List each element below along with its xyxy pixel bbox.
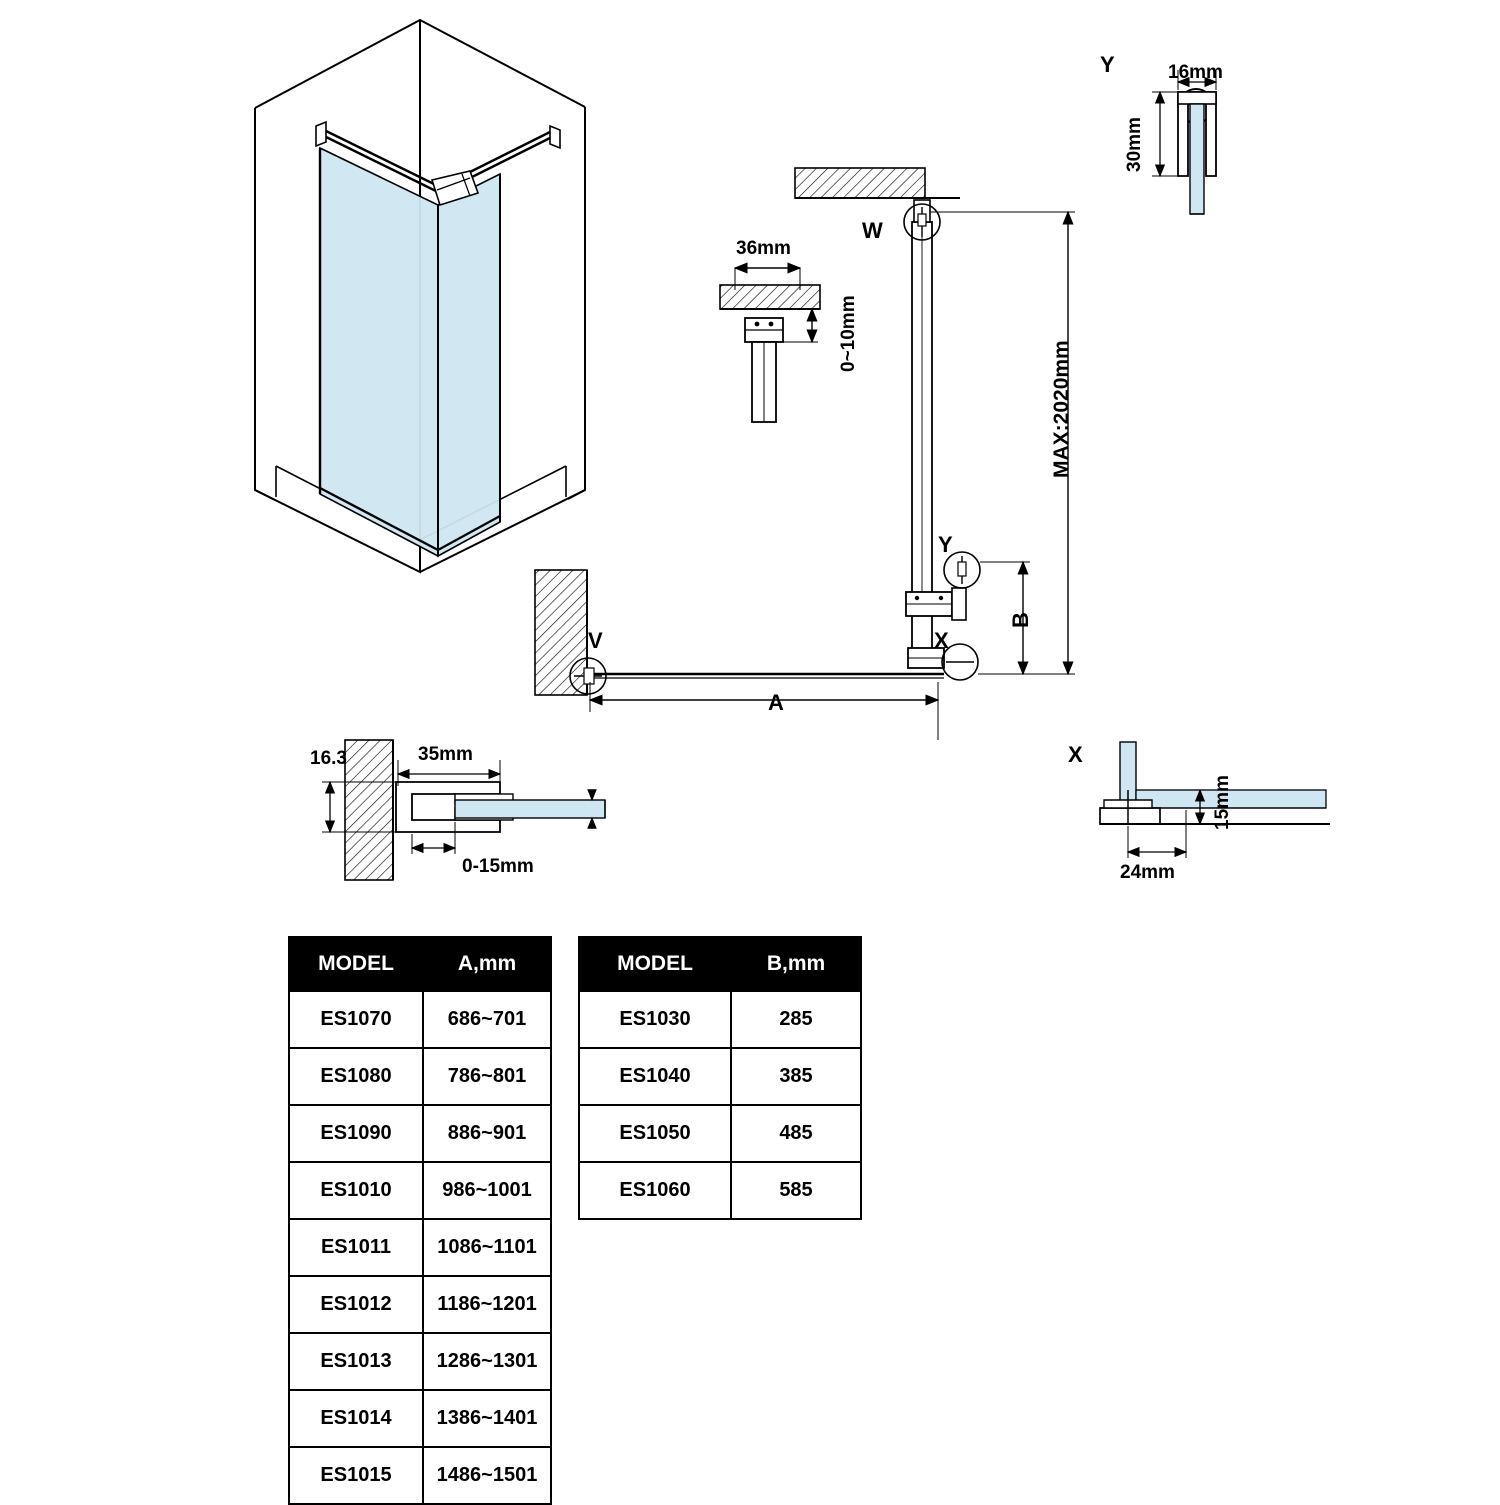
dim-ceiling-gap: 0~10mm xyxy=(838,295,859,372)
table-header-row xyxy=(289,937,551,991)
column-header-model: MODEL xyxy=(579,937,731,991)
cell-value: 686~701 xyxy=(423,991,551,1048)
cell-value: 1486~1501 xyxy=(423,1447,551,1504)
table-row xyxy=(289,1333,551,1390)
column-header-a: A,mm xyxy=(423,937,551,991)
column-header-b: B,mm xyxy=(731,937,861,991)
dim-wall-profile-height: 16.3 xyxy=(310,748,347,769)
y-detail xyxy=(1152,70,1216,214)
table-row xyxy=(289,1048,551,1105)
dim-wall-profile-depth: 35mm xyxy=(418,744,473,765)
callout-label-w: W xyxy=(862,218,883,243)
dim-x-detail-height: 15mm xyxy=(1212,775,1233,830)
callout-label-x-detail: X xyxy=(1068,742,1083,767)
dim-ceiling-bracket-width: 36mm xyxy=(736,238,791,259)
cell-value: 485 xyxy=(731,1105,861,1162)
dim-x-detail-width: 24mm xyxy=(1120,862,1175,883)
column-header-model: MODEL xyxy=(289,937,423,991)
cell-model: ES1080 xyxy=(289,1048,423,1105)
callout-label-y-top: Y xyxy=(938,532,953,557)
cell-model: ES1070 xyxy=(289,991,423,1048)
table-header-row xyxy=(579,937,861,991)
dim-wall-adjust: 0-15mm xyxy=(462,856,534,877)
table-row xyxy=(289,1276,551,1333)
cell-model: ES1011 xyxy=(289,1219,423,1276)
table-row xyxy=(289,1162,551,1219)
callout-label-y-detail: Y xyxy=(1100,52,1115,77)
table-row xyxy=(579,991,861,1048)
perspective-view xyxy=(255,20,585,572)
cell-value: 986~1001 xyxy=(423,1162,551,1219)
table-row xyxy=(579,1105,861,1162)
cell-value: 285 xyxy=(731,991,861,1048)
cell-value: 585 xyxy=(731,1162,861,1219)
table-row xyxy=(289,1105,551,1162)
cell-model: ES1040 xyxy=(579,1048,731,1105)
dim-bar-height: 30mm xyxy=(1124,117,1145,172)
cell-value: 786~801 xyxy=(423,1048,551,1105)
table-row xyxy=(579,1162,861,1219)
cell-model: ES1010 xyxy=(289,1162,423,1219)
table-row xyxy=(579,1048,861,1105)
dim-max-height: MAX:2020mm xyxy=(1050,340,1073,478)
cell-model: ES1014 xyxy=(289,1390,423,1447)
cell-value: 1186~1201 xyxy=(423,1276,551,1333)
cell-value: 886~901 xyxy=(423,1105,551,1162)
callout-label-x-top: X xyxy=(934,628,949,653)
callout-label-v: V xyxy=(588,628,603,653)
cell-model: ES1060 xyxy=(579,1162,731,1219)
dim-b: B xyxy=(1008,612,1033,628)
table-row xyxy=(289,1390,551,1447)
cell-value: 1286~1301 xyxy=(423,1333,551,1390)
model-table-b xyxy=(578,936,862,1220)
cell-model: ES1015 xyxy=(289,1447,423,1504)
cell-model: ES1050 xyxy=(579,1105,731,1162)
ceiling-bracket-detail xyxy=(720,268,820,422)
cell-model: ES1012 xyxy=(289,1276,423,1333)
table-row xyxy=(289,991,551,1048)
cell-value: 1386~1401 xyxy=(423,1390,551,1447)
cell-model: ES1090 xyxy=(289,1105,423,1162)
cell-model: ES1013 xyxy=(289,1333,423,1390)
table-row xyxy=(289,1219,551,1276)
plan-view xyxy=(535,168,1075,740)
table-row xyxy=(289,1447,551,1504)
cell-model: ES1030 xyxy=(579,991,731,1048)
cell-value: 385 xyxy=(731,1048,861,1105)
dim-a: A xyxy=(768,690,784,715)
cell-value: 1086~1101 xyxy=(423,1219,551,1276)
dim-bar-diameter: 16mm xyxy=(1168,62,1223,83)
model-table-a xyxy=(288,936,552,1505)
